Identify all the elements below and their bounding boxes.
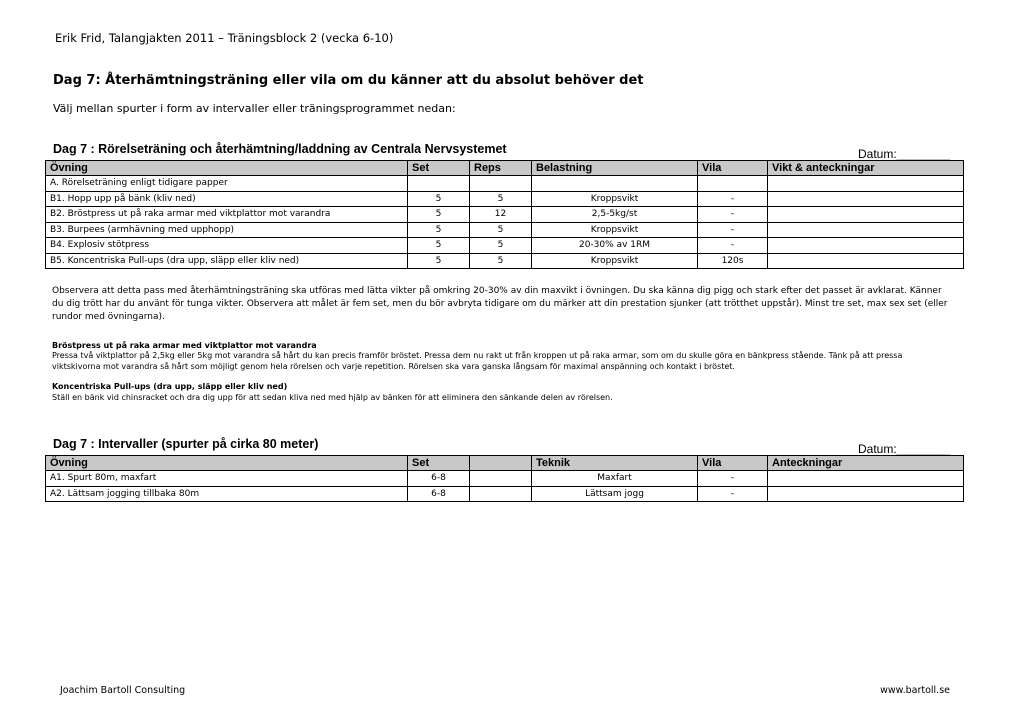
- cell-notes: [768, 222, 964, 238]
- cell-rest: -: [698, 207, 768, 223]
- cell-set: 6-8: [408, 486, 470, 502]
- cell-load: [532, 176, 698, 192]
- cell-set: 5: [408, 253, 470, 269]
- col-reps: Reps: [470, 161, 532, 176]
- col-teknik: Teknik: [532, 456, 698, 471]
- cell-notes: [768, 176, 964, 192]
- table-row: [46, 253, 964, 269]
- cell-exercise: A. Rörelseträning enligt tidigare papper: [46, 176, 408, 192]
- cell-exercise: B3. Burpees (armhävning med upphopp): [46, 222, 408, 238]
- cell-exercise: A1. Spurt 80m, maxfart: [46, 471, 408, 487]
- cell-reps: 5: [470, 253, 532, 269]
- table-row: [46, 176, 964, 192]
- col-vila: Vila: [698, 456, 768, 471]
- footer-website: www.bartoll.se: [880, 685, 950, 696]
- section2-title: Dag 7 : Intervaller (spurter på cirka 80 meter): [53, 437, 319, 451]
- table-row: [46, 191, 964, 207]
- section1-datum: Datum:________: [858, 147, 951, 161]
- col-set: Set: [408, 161, 470, 176]
- cell-set: 6-8: [408, 471, 470, 487]
- section1-title: Dag 7 : Rörelseträning och återhämtning/laddning av Centrala Nervsystemet: [53, 142, 507, 156]
- cell-exercise: B1. Hopp upp på bänk (kliv ned): [46, 191, 408, 207]
- col-vikt-anteckningar: Vikt & anteckningar: [768, 161, 964, 176]
- table-row: [46, 486, 964, 502]
- cell-exercise: A2. Lättsam jogging tillbaka 80m: [46, 486, 408, 502]
- cell-exercise: B4. Explosiv stötpress: [46, 238, 408, 254]
- section1-paragraph: Observera att detta pass med återhämtningsträning ska utföras med lätta vikter på omkring 20-30% av din maxvikt i övningen. Du ska känna dig pigg och stark efter det passet är avklarat. Känner du dig trött har du använt för tunga vikter. Observera att målet är fem set, men du bör avbryta tidigare om du märker att din prestation sjunker (att trötthet uppstår). Minst tre set, max sex set (eller rundor med övningarna).: [52, 286, 948, 322]
- col-ovning: Övning: [46, 456, 408, 471]
- note-heading: Bröstpress ut på raka armar med viktplattor mot varandra: [52, 341, 317, 350]
- note-body: Pressa två viktplattor på 2,5kg eller 5kg mot varandra så hårt du kan precis framför bröstet. Pressa dem nu rakt ut från kroppen ut på raka armar, som om du skulle göra en bänkpress stående. Tänk på att pressa viktskivorna mot varandra så hårt som möjligt genom hela rörelsen och varje repetition. Rörelsen ska vara ganska långsam för maximal anspänning och kontakt i bröstet.: [52, 351, 903, 371]
- cell-reps: 12: [470, 207, 532, 223]
- section2-table: [45, 455, 964, 502]
- table-row: [46, 238, 964, 254]
- col-belastning: Belastning: [532, 161, 698, 176]
- cell-reps: [470, 176, 532, 192]
- cell-rest: -: [698, 486, 768, 502]
- col-blank: [470, 456, 532, 471]
- col-set: Set: [408, 456, 470, 471]
- cell-reps: 5: [470, 222, 532, 238]
- table-row: [46, 471, 964, 487]
- table-row: [46, 207, 964, 223]
- cell-set: [408, 176, 470, 192]
- cell-set: 5: [408, 207, 470, 223]
- cell-rest: -: [698, 191, 768, 207]
- cell-notes: [768, 471, 964, 487]
- section1-table: [45, 160, 964, 269]
- note-body: Ställ en bänk vid chinsracket och dra dig upp för att sedan kliva ned med hjälp av bänken för att eliminera den sänkande delen av rörelsen.: [52, 393, 613, 402]
- cell-technique: Lättsam jogg: [532, 486, 698, 502]
- table-header-row: [46, 161, 964, 176]
- cell-rest: -: [698, 471, 768, 487]
- cell-notes: [768, 207, 964, 223]
- cell-reps: 5: [470, 238, 532, 254]
- cell-reps: 5: [470, 191, 532, 207]
- table-row: [46, 222, 964, 238]
- section2-datum: Datum:________: [858, 442, 951, 456]
- cell-load: Kroppsvikt: [532, 222, 698, 238]
- cell-technique: Maxfart: [532, 471, 698, 487]
- cell-rest: -: [698, 222, 768, 238]
- col-ovning: Övning: [46, 161, 408, 176]
- page-title: Dag 7: Återhämtningsträning eller vila om du känner att du absolut behöver det: [53, 73, 644, 88]
- cell-rest: 120s: [698, 253, 768, 269]
- cell-load: 20-30% av 1RM: [532, 238, 698, 254]
- cell-rest: -: [698, 238, 768, 254]
- intro-text: Välj mellan spurter i form av intervaller eller träningsprogrammet nedan:: [53, 102, 456, 115]
- document-header: Erik Frid, Talangjakten 2011 – Träningsblock 2 (vecka 6-10): [55, 31, 394, 45]
- cell-set: 5: [408, 238, 470, 254]
- cell-blank: [470, 471, 532, 487]
- table-header-row: [46, 456, 964, 471]
- cell-rest: [698, 176, 768, 192]
- cell-load: Kroppsvikt: [532, 253, 698, 269]
- cell-exercise: B2. Bröstpress ut på raka armar med viktplattor mot varandra: [46, 207, 408, 223]
- cell-exercise: B5. Koncentriska Pull-ups (dra upp, släpp eller kliv ned): [46, 253, 408, 269]
- cell-set: 5: [408, 222, 470, 238]
- cell-notes: [768, 191, 964, 207]
- note-heading: Koncentriska Pull-ups (dra upp, släpp eller kliv ned): [52, 382, 288, 391]
- col-vila: Vila: [698, 161, 768, 176]
- col-anteckningar: Anteckningar: [768, 456, 964, 471]
- footer-company: Joachim Bartoll Consulting: [60, 685, 186, 696]
- cell-set: 5: [408, 191, 470, 207]
- cell-notes: [768, 253, 964, 269]
- cell-notes: [768, 238, 964, 254]
- cell-load: Kroppsvikt: [532, 191, 698, 207]
- cell-load: 2,5-5kg/st: [532, 207, 698, 223]
- cell-notes: [768, 486, 964, 502]
- cell-blank: [470, 486, 532, 502]
